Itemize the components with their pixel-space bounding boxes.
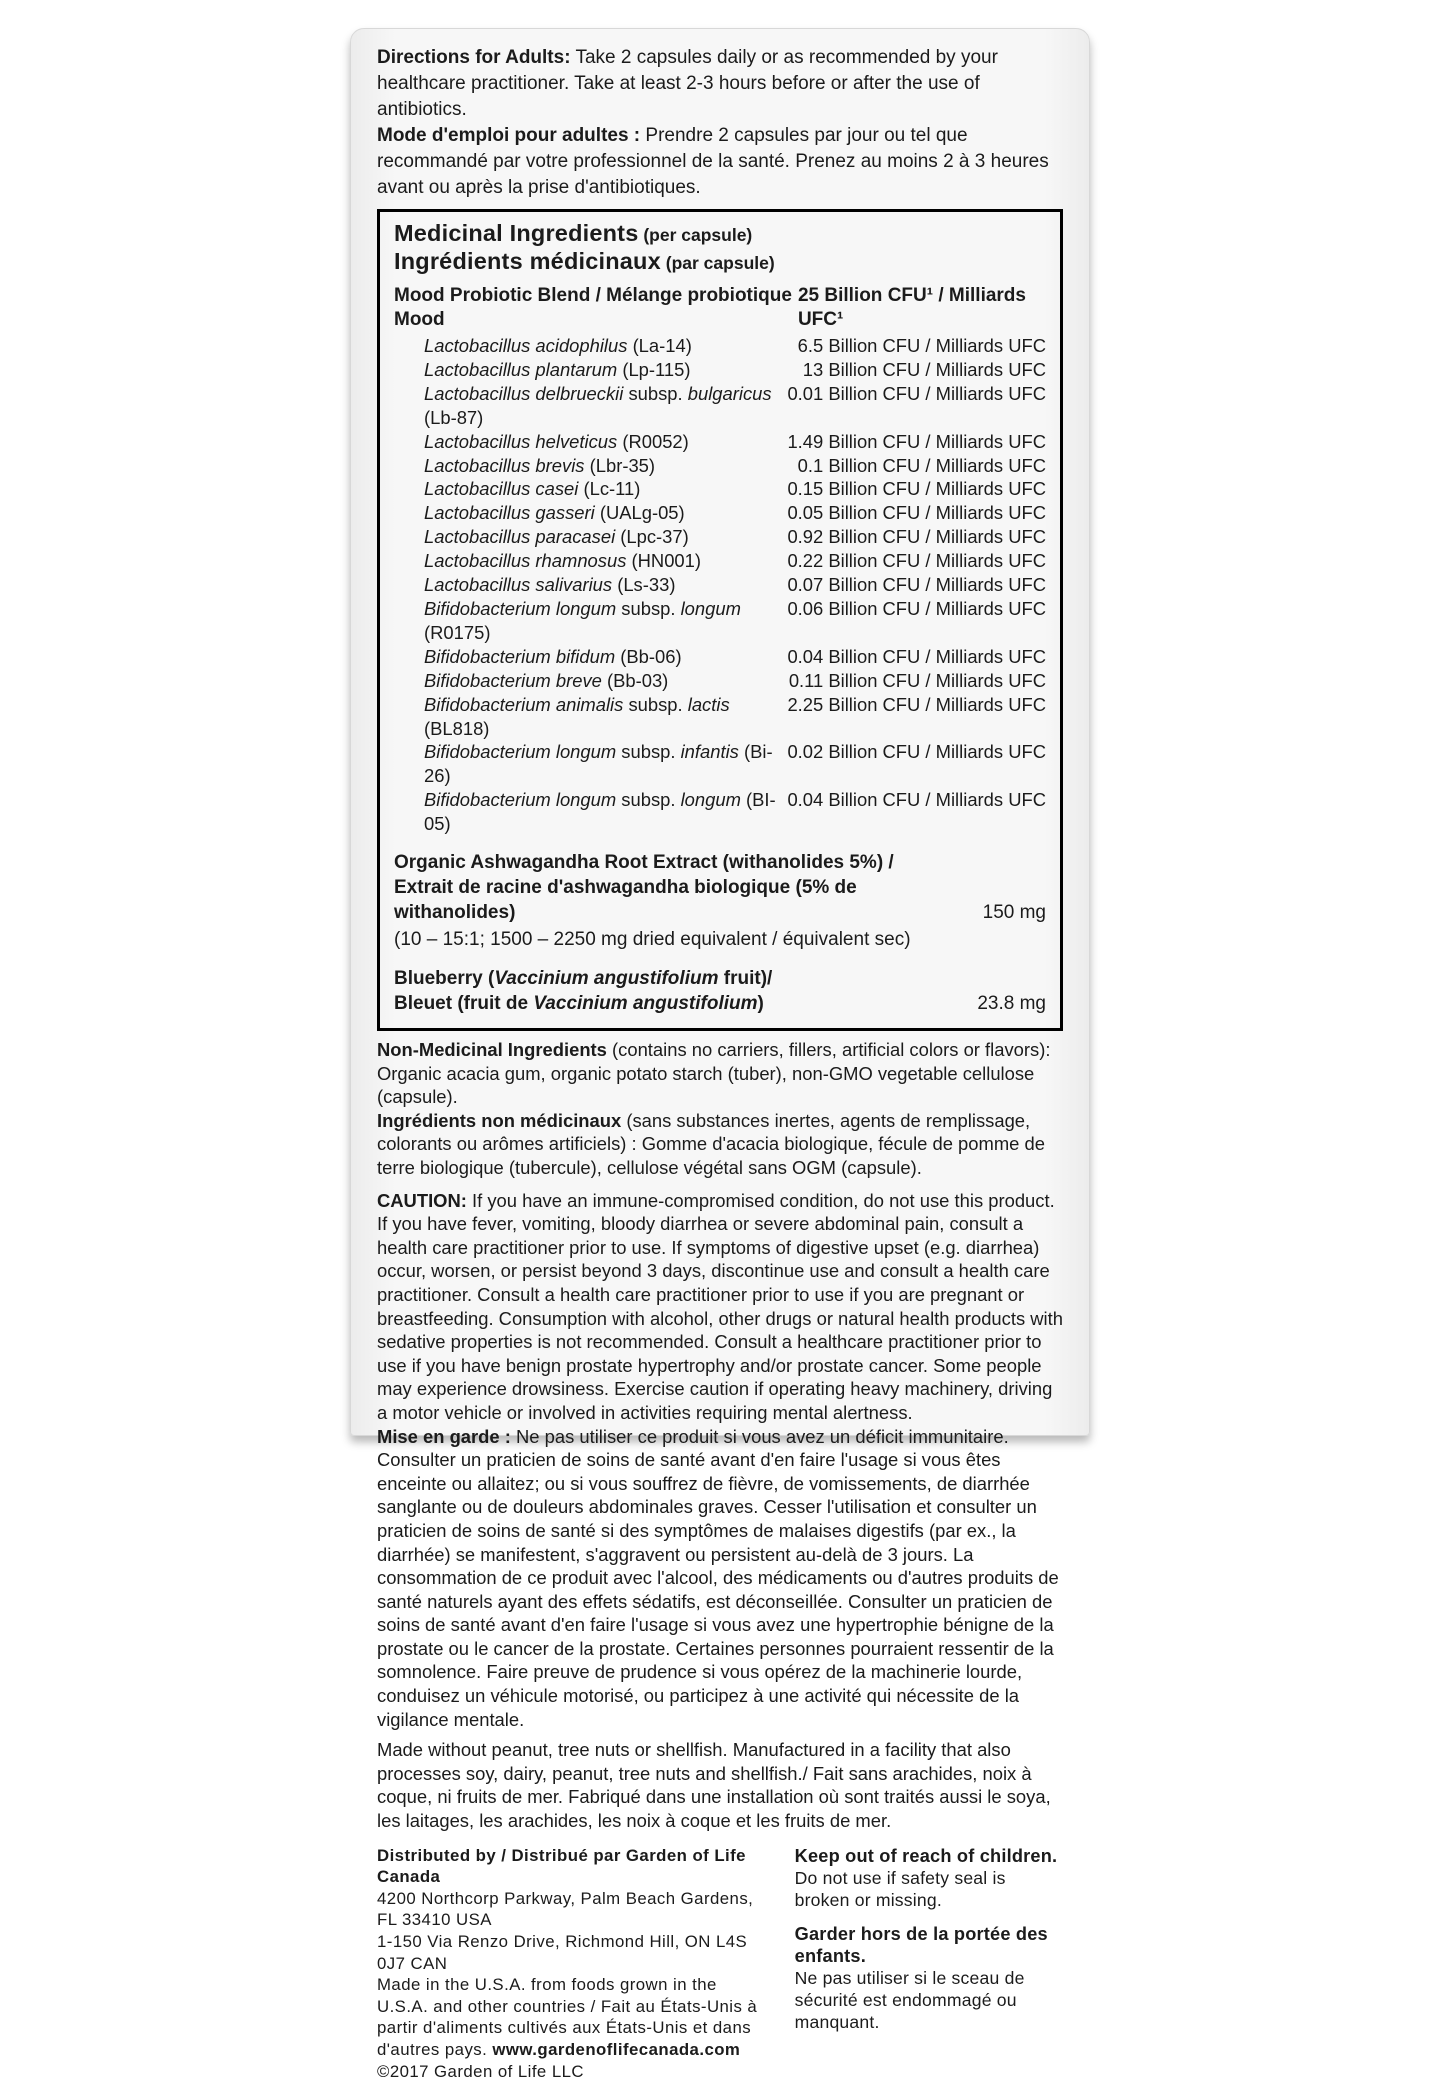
ashwagandha-equivalent: (10 – 15:1; 1500 – 2250 mg dried equivalent / équivalent sec) bbox=[394, 929, 911, 951]
ingredient-name: Bifidobacterium breve (Bb-03) bbox=[424, 669, 669, 691]
allergen-paragraph: Made without peanut, tree nuts or shellfish. Manufactured in a facility that also processes soy, dairy, peanut, tree nuts and shellfish./ Fait sans arachides, noix à coque, ni fruits de mer. Fabriqué dans une installation où sont traités aussi le soya, les laitages, les arachides, les noix à coque et les fruits de mer. bbox=[377, 1739, 1051, 1832]
ingredient-row bbox=[394, 788, 1046, 836]
ingredient-name: Lactobacillus paracasei (Lpc-37) bbox=[424, 526, 689, 548]
ingredient-row bbox=[394, 549, 1046, 573]
keep-out-fr bbox=[795, 1923, 1063, 2033]
caution-en-label: CAUTION: bbox=[377, 1189, 467, 1211]
directions-section bbox=[377, 45, 1063, 201]
ingredient-row bbox=[394, 525, 1046, 549]
blend-label: Mood Probiotic Blend / Mélange probiotique Mood bbox=[394, 285, 792, 330]
blueberry-amount: 23.8 mg bbox=[977, 993, 1046, 1015]
non-medicinal-en bbox=[377, 1038, 1063, 1109]
non-medicinal-fr-text: (sans substances inertes, agents de remplissage, colorants ou arômes artificiels) : Gomme d'acacia biologique, fécule de pomme de terre biologique (tubercule), cellulose végétal sans OGM (capsule). bbox=[377, 1109, 1045, 1178]
ingredient-row bbox=[394, 501, 1046, 525]
ingredient-amount: 0.06 Billion CFU / Milliards UFC bbox=[787, 597, 1046, 619]
blend-row bbox=[394, 284, 1046, 332]
ingredient-amount: 0.04 Billion CFU / Milliards UFC bbox=[787, 645, 1046, 667]
ingredient-name: Lactobacillus helveticus (R0052) bbox=[424, 430, 689, 452]
distributor-address2: 1-150 Via Renzo Drive, Richmond Hill, ON L4S 0J7 CAN bbox=[377, 1932, 748, 1973]
ingredient-row bbox=[394, 669, 1046, 693]
ingredient-name: Bifidobacterium longum subsp. longum (R0175) bbox=[424, 597, 741, 643]
ingredient-name: Lactobacillus rhamnosus (HN001) bbox=[424, 550, 702, 572]
safety-block bbox=[795, 1845, 1063, 2082]
ashwagandha-amount: 150 mg bbox=[982, 902, 1046, 924]
ingredient-rows bbox=[394, 334, 1046, 836]
ashwagandha-line1: Organic Ashwagandha Root Extract (withanolides 5%) / bbox=[394, 852, 894, 874]
ingredient-amount: 0.04 Billion CFU / Milliards UFC bbox=[787, 789, 1046, 811]
ingredient-row bbox=[394, 740, 1046, 788]
made-in-line bbox=[377, 1974, 767, 2060]
ingredient-row bbox=[394, 693, 1046, 741]
ingredient-row bbox=[394, 430, 1046, 454]
ingredient-name: Lactobacillus gasseri (UALg-05) bbox=[424, 502, 685, 524]
made-in-text: Made in the U.S.A. from foods grown in the U.S.A. and other countries / Fait au États-Unis à partir d'aliments cultivés aux États-Unis et dans d'autres pays. bbox=[377, 1975, 758, 2059]
ashwagandha-line2: Extrait de racine d'ashwagandha biologique (5% de withanolides) bbox=[394, 877, 857, 924]
label-panel bbox=[350, 28, 1090, 2081]
keep-out-en-text: Do not use if safety seal is broken or missing. bbox=[794, 1867, 1006, 1910]
distributor-label: Distributed by / Distribué par Garden of Life Canada bbox=[377, 1845, 746, 1887]
keep-out-en-heading: Keep out of reach of children. bbox=[794, 1845, 1058, 1866]
ingredient-row bbox=[394, 358, 1046, 382]
ingredient-name: Lactobacillus brevis (Lbr-35) bbox=[424, 454, 656, 476]
ingredient-amount: 0.1 Billion CFU / Milliards UFC bbox=[797, 454, 1046, 476]
ingredient-name: Bifidobacterium longum subsp. longum (BI-05) bbox=[424, 789, 776, 835]
distributor-address1: 4200 Northcorp Parkway, Palm Beach Gardens, FL 33410 USA bbox=[377, 1888, 754, 1930]
ingredient-amount: 0.22 Billion CFU / Milliards UFC bbox=[787, 550, 1046, 572]
footer bbox=[377, 1845, 1063, 2082]
ingredient-amount: 0.01 Billion CFU / Milliards UFC bbox=[787, 382, 1046, 404]
caution-en-text: If you have an immune-compromised condition, do not use this product. If you have fever, vomiting, bloody diarrhea or severe abdominal pain, consult a health care practitioner prior to use. If symptoms of digestive upset (e.g. diarrhea) occur, worsen, or persist beyond 3 days, discontinue use and consult a health care practitioner. Consult a health care practitioner prior to use if you are pregnant or breastfeeding. Consumption with alcohol, other drugs or natural health products with sedative properties is not recommended. Consult a healthcare practitioner prior to use if you have benign prostate hypertrophy and/or prostate cancer. Some people may experience drowsiness. Exercise caution if operating heavy machinery, driving a motor vehicle or involved in activities requiring mental alertness. bbox=[377, 1189, 1063, 1423]
non-medicinal-en-text: (contains no carriers, fillers, artificial colors or flavors): Organic acacia gum, organic potato starch (tuber), non-GMO vegetable cellulose (capsule). bbox=[377, 1039, 1051, 1108]
copyright-line: ©2017 Garden of Life LLC bbox=[377, 2061, 584, 2081]
keep-out-fr-heading: Garder hors de la portée des enfants. bbox=[794, 1923, 1048, 1966]
distributor-block bbox=[377, 1845, 767, 2082]
ingredient-amount: 0.11 Billion CFU / Milliards UFC bbox=[788, 669, 1046, 691]
medicinal-ingredients-box bbox=[377, 209, 1063, 1031]
ashwagandha-block bbox=[394, 850, 1046, 952]
blueberry-line1: Blueberry (Vaccinium angustifolium fruit)/ bbox=[394, 968, 773, 990]
box-title-en bbox=[394, 220, 1046, 248]
caution-paragraph-fr bbox=[377, 1425, 1063, 1732]
ingredient-amount: 2.25 Billion CFU / Milliards UFC bbox=[787, 693, 1046, 715]
keep-out-en bbox=[795, 1845, 1063, 1911]
keep-out-fr-text: Ne pas utiliser si le sceau de sécurité est endommagé ou manquant. bbox=[794, 1967, 1025, 2032]
ingredient-name: Bifidobacterium animalis subsp. lactis (BL818) bbox=[424, 693, 730, 739]
ingredient-amount: 13 Billion CFU / Milliards UFC bbox=[802, 358, 1046, 380]
ingredient-row bbox=[394, 477, 1046, 501]
ingredient-name: Lactobacillus casei (Lc-11) bbox=[424, 478, 641, 500]
ingredient-name: Lactobacillus plantarum (Lp-115) bbox=[424, 358, 691, 380]
directions-en-text: Take 2 capsules daily or as recommended by your healthcare practitioner. Take at least 2-3 hours before or after the use of antibiotics. bbox=[377, 47, 998, 120]
ingredient-amount: 1.49 Billion CFU / Milliards UFC bbox=[787, 430, 1046, 452]
caution-paragraph-en bbox=[377, 1189, 1063, 1425]
ingredient-row bbox=[394, 597, 1046, 645]
website-text: www.gardenoflifecanada.com bbox=[492, 2039, 741, 2059]
ingredient-amount: 6.5 Billion CFU / Milliards UFC bbox=[797, 335, 1046, 356]
ingredient-amount: 0.15 Billion CFU / Milliards UFC bbox=[787, 478, 1046, 500]
ingredient-amount: 0.07 Billion CFU / Milliards UFC bbox=[787, 574, 1046, 596]
blueberry-block bbox=[394, 966, 1046, 1016]
caution-fr-label: Mise en garde : bbox=[377, 1425, 511, 1447]
ingredient-row bbox=[394, 645, 1046, 669]
ingredient-name: Lactobacillus acidophilus (La-14) bbox=[424, 335, 692, 356]
ingredient-name: Lactobacillus salivarius (Ls-33) bbox=[424, 574, 676, 596]
non-medicinal-fr bbox=[377, 1109, 1063, 1180]
directions-en-label: Directions for Adults: bbox=[377, 47, 571, 68]
caution-fr-text: Ne pas utiliser ce produit si vous avez un déficit immunitaire. Consulter un praticien de soins de santé avant d'en faire l'usage si vous êtes enceinte ou allaitez; ou si vous souffrez de fièvre, de vomissements, de diarrhée sanglante ou de douleurs abdominales graves. Cesser l'utilisation et consulter un praticien de soins de santé si des symptômes de malaises digestifs (par ex., la diarrhée) se manifestent, s'aggravent ou persistent au-delà de 3 jours. La consommation de ce produit avec l'alcool, des médicaments ou d'autres produits de santé naturels ayant des effets sédatifs, est déconseillée. Consulter un praticien de soins de santé avant d'en faire l'usage si vous avez une hypertrophie bénigne de la prostate ou le cancer de la prostate. Certaines personnes pourraient ressentir de la somnolence. Faire preuve de prudence si vous opérez de la machinerie lourde, conduisez un véhicule motorisé, ou participez à une activité qui nécessite de la vigilance mentale. bbox=[377, 1425, 1059, 1730]
directions-en bbox=[377, 45, 1063, 123]
box-title-fr bbox=[394, 248, 1046, 276]
box-title-fr-text: Ingrédients médicinaux bbox=[394, 248, 661, 274]
non-medicinal-en-label: Non-Medicinal Ingredients bbox=[377, 1039, 607, 1061]
directions-fr bbox=[377, 123, 1063, 201]
ingredient-row bbox=[394, 454, 1046, 478]
ingredient-amount: 0.05 Billion CFU / Milliards UFC bbox=[787, 502, 1046, 524]
box-title-fr-note: (par capsule) bbox=[660, 253, 775, 273]
blend-amount: 25 Billion CFU¹ / Milliards UFC¹ bbox=[797, 285, 1026, 330]
ingredient-name: Bifidobacterium longum subsp. infantis (Bi-26) bbox=[424, 741, 773, 787]
non-medicinal-fr-label: Ingrédients non médicinaux bbox=[377, 1109, 622, 1131]
ingredient-name: Bifidobacterium bifidum (Bb-06) bbox=[424, 645, 682, 667]
ingredient-name: Lactobacillus delbrueckii subsp. bulgaricus (Lb-87) bbox=[424, 382, 772, 428]
ingredient-row bbox=[394, 334, 1046, 358]
ingredient-row bbox=[394, 573, 1046, 597]
ingredient-amount: 0.02 Billion CFU / Milliards UFC bbox=[787, 741, 1046, 763]
ingredient-row bbox=[394, 382, 1046, 430]
ingredient-amount: 0.92 Billion CFU / Milliards UFC bbox=[787, 526, 1046, 548]
box-title-en-note: (per capsule) bbox=[638, 225, 753, 245]
directions-fr-text: Prendre 2 capsules par jour ou tel que recommandé par votre professionnel de la santé. Prenez au moins 2 à 3 heures avant ou après la prise d'antibiotiques. bbox=[377, 125, 1049, 198]
blueberry-line2: Bleuet (fruit de Vaccinium angustifolium) bbox=[394, 993, 764, 1015]
box-title-en-text: Medicinal Ingredients bbox=[394, 220, 639, 246]
directions-fr-label: Mode d'emploi pour adultes : bbox=[377, 125, 641, 146]
